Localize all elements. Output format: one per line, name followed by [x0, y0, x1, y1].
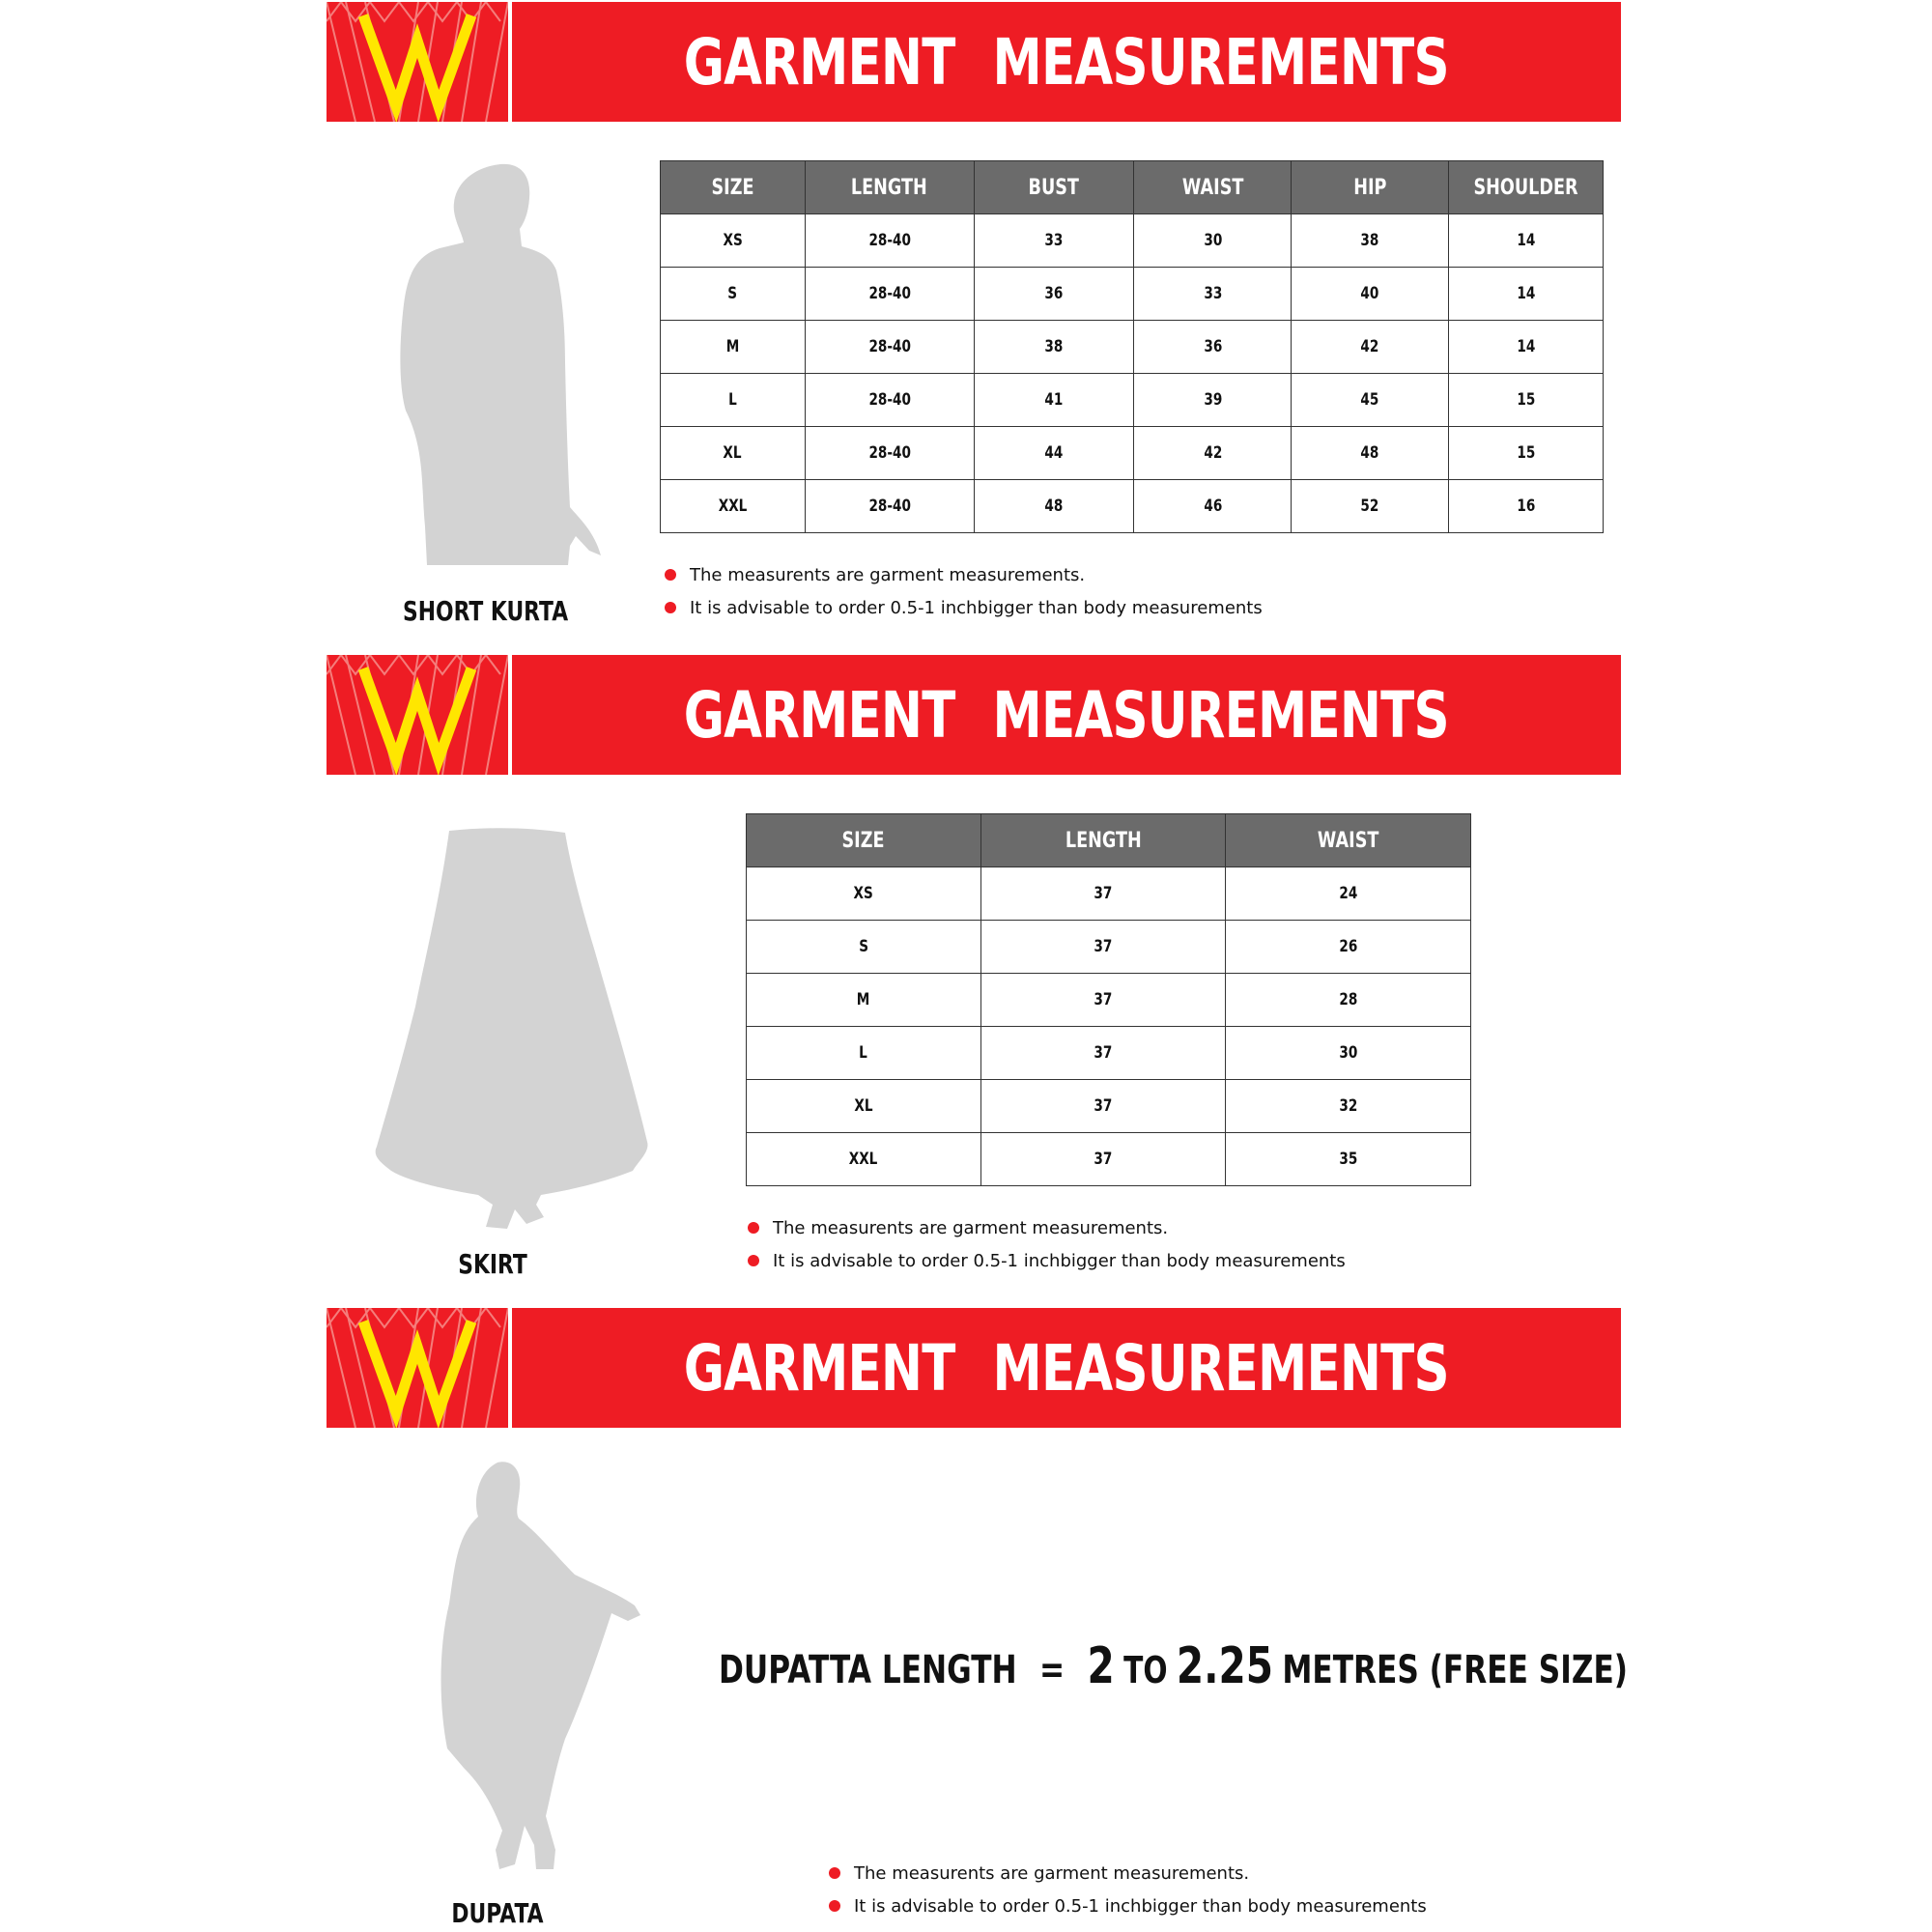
table-cell: 28-40 — [805, 480, 974, 533]
table-row — [747, 1133, 1471, 1186]
table-row — [747, 921, 1471, 974]
table-cell: 44 — [974, 427, 1134, 480]
table-cell: 16 — [1449, 480, 1604, 533]
note-text: The measurents are garment measurements. — [690, 564, 1086, 585]
table-cell: 38 — [1292, 214, 1449, 268]
header-size: SIZE — [747, 814, 981, 867]
short-kurta-silhouette-icon — [386, 159, 628, 575]
note-text: The measurents are garment measurements. — [854, 1862, 1250, 1884]
table-cell: 28-40 — [805, 427, 974, 480]
logo-w-icon — [327, 2, 508, 122]
note-text: It is advisable to order 0.5-1 inchbigger than body measurements — [690, 597, 1263, 618]
red-bullet-icon — [665, 569, 676, 581]
table-cell: 15 — [1449, 374, 1604, 427]
red-bullet-icon — [665, 602, 676, 613]
header-bust: BUST — [974, 161, 1134, 214]
table-cell: 33 — [1134, 268, 1292, 321]
table-cell: 30 — [1226, 1027, 1471, 1080]
table-row — [661, 214, 1604, 268]
header-length: LENGTH — [805, 161, 974, 214]
skirt-silhouette-icon — [372, 823, 652, 1234]
note-item — [829, 1857, 1427, 1889]
red-bullet-icon — [829, 1900, 840, 1912]
header-waist: WAIST — [1226, 814, 1471, 867]
table-row — [747, 1027, 1471, 1080]
table-cell: 37 — [980, 1080, 1226, 1133]
table-cell: 36 — [1134, 321, 1292, 374]
table-row — [661, 374, 1604, 427]
header-size: SIZE — [661, 161, 806, 214]
table-cell: 28-40 — [805, 321, 974, 374]
table-cell: XXL — [747, 1133, 981, 1186]
table-cell: 46 — [1134, 480, 1292, 533]
table-cell: 45 — [1292, 374, 1449, 427]
section-banner — [512, 655, 1621, 775]
table-cell: 37 — [980, 974, 1226, 1027]
dupatta-length-statement — [719, 1637, 1628, 1695]
dupatta-length-to: 2.25 — [1176, 1637, 1273, 1695]
equals-sign: = — [1038, 1648, 1065, 1692]
table-cell: 30 — [1134, 214, 1292, 268]
table-cell: XL — [747, 1080, 981, 1133]
logo-w-icon — [327, 655, 508, 775]
table-cell: 38 — [974, 321, 1134, 374]
table-cell: XL — [661, 427, 806, 480]
table-cell: 28-40 — [805, 214, 974, 268]
note-text: It is advisable to order 0.5-1 inchbigger than body measurements — [773, 1250, 1346, 1271]
header-shoulder: SHOULDER — [1449, 161, 1604, 214]
dupatta-to-word: TO — [1123, 1649, 1168, 1691]
table-cell: 39 — [1134, 374, 1292, 427]
table-cell: 24 — [1226, 867, 1471, 921]
table-row — [661, 427, 1604, 480]
dupatta-length-from: 2 — [1087, 1637, 1115, 1695]
note-item — [829, 1889, 1427, 1922]
table-cell: 32 — [1226, 1080, 1471, 1133]
section-banner — [512, 1308, 1621, 1428]
note-text: The measurents are garment measurements. — [773, 1217, 1169, 1238]
table-row — [661, 321, 1604, 374]
table-cell: 28-40 — [805, 268, 974, 321]
table-cell: L — [661, 374, 806, 427]
table-row — [747, 974, 1471, 1027]
skirt-notes — [748, 1211, 1346, 1277]
dupatta-length-unit: METRES (FREE SIZE) — [1282, 1648, 1629, 1692]
skirt-section — [0, 653, 1932, 1306]
table-cell: 52 — [1292, 480, 1449, 533]
table-header-row — [747, 814, 1471, 867]
table-cell: 48 — [974, 480, 1134, 533]
table-row — [747, 1080, 1471, 1133]
logo-w-icon — [327, 1308, 508, 1428]
table-cell: 48 — [1292, 427, 1449, 480]
table-cell: 35 — [1226, 1133, 1471, 1186]
red-bullet-icon — [829, 1867, 840, 1879]
banner-title: GARMENT MEASUREMENTS — [683, 1330, 1450, 1406]
note-item — [665, 558, 1263, 591]
kurta-caption: SHORT KURTA — [403, 595, 569, 627]
table-cell: XS — [661, 214, 806, 268]
table-cell: 14 — [1449, 268, 1604, 321]
banner-title: GARMENT MEASUREMENTS — [683, 24, 1450, 99]
table-cell: 14 — [1449, 214, 1604, 268]
banner-title: GARMENT MEASUREMENTS — [683, 677, 1450, 753]
header-waist: WAIST — [1134, 161, 1292, 214]
table-cell: XXL — [661, 480, 806, 533]
header-length: LENGTH — [980, 814, 1226, 867]
brand-logo — [327, 1308, 508, 1428]
table-cell: 28-40 — [805, 374, 974, 427]
table-cell: 28 — [1226, 974, 1471, 1027]
header-hip: HIP — [1292, 161, 1449, 214]
note-item — [748, 1244, 1346, 1277]
section-banner — [512, 2, 1621, 122]
red-bullet-icon — [748, 1222, 759, 1234]
dupatta-section — [0, 1306, 1932, 1932]
table-cell: 37 — [980, 867, 1226, 921]
skirt-caption: SKIRT — [458, 1248, 527, 1280]
note-item — [748, 1211, 1346, 1244]
kurta-section — [0, 0, 1932, 653]
table-row — [661, 480, 1604, 533]
table-cell: S — [661, 268, 806, 321]
dupatta-caption: DUPATA — [451, 1897, 544, 1929]
brand-logo — [327, 655, 508, 775]
table-cell: S — [747, 921, 981, 974]
table-row — [661, 268, 1604, 321]
table-cell: 36 — [974, 268, 1134, 321]
table-cell: XS — [747, 867, 981, 921]
skirt-size-table — [746, 813, 1471, 1186]
table-cell: 41 — [974, 374, 1134, 427]
table-cell: 26 — [1226, 921, 1471, 974]
dupatta-silhouette-icon — [411, 1459, 642, 1884]
dupatta-length-label: DUPATTA LENGTH — [719, 1648, 1017, 1692]
table-cell: 37 — [980, 1133, 1226, 1186]
kurta-size-table — [660, 160, 1604, 533]
red-bullet-icon — [748, 1255, 759, 1266]
note-item — [665, 591, 1263, 624]
table-cell: 15 — [1449, 427, 1604, 480]
brand-logo — [327, 2, 508, 122]
table-header-row — [661, 161, 1604, 214]
table-cell: 14 — [1449, 321, 1604, 374]
table-cell: 37 — [980, 1027, 1226, 1080]
kurta-notes — [665, 558, 1263, 624]
table-cell: L — [747, 1027, 981, 1080]
note-text: It is advisable to order 0.5-1 inchbigger than body measurements — [854, 1895, 1427, 1917]
table-row — [747, 867, 1471, 921]
table-cell: M — [661, 321, 806, 374]
table-cell: M — [747, 974, 981, 1027]
table-cell: 40 — [1292, 268, 1449, 321]
table-cell: 33 — [974, 214, 1134, 268]
table-cell: 42 — [1292, 321, 1449, 374]
dupatta-notes — [829, 1857, 1427, 1922]
table-cell: 37 — [980, 921, 1226, 974]
table-cell: 42 — [1134, 427, 1292, 480]
